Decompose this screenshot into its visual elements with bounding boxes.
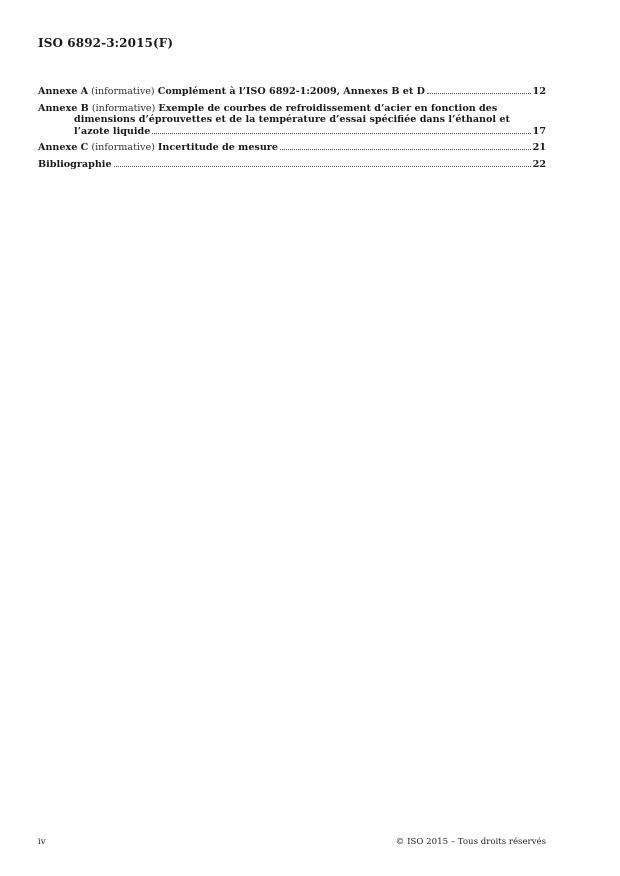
- annex-title-line-2: dimensions d’éprouvettes et de la température d’essai spécifiée dans l’éthanol et: [74, 114, 510, 125]
- bibliography-title: Bibliographie: [38, 158, 112, 170]
- toc-entry-text: [38, 142, 278, 154]
- toc-entry-annex-a[interactable]: [38, 86, 546, 98]
- annex-title-line-1: Exemple de courbes de refroidissement d’acier en fonction des: [158, 102, 498, 114]
- footer-copyright: © ISO 2015 – Tous droits réservés: [395, 837, 546, 847]
- annex-kind: (informative): [91, 142, 155, 153]
- leader-dots: [427, 92, 531, 94]
- table-of-contents: [38, 86, 546, 175]
- annex-label: Annexe B: [38, 102, 89, 114]
- leader-dots: [114, 165, 531, 167]
- toc-entry-text: [38, 103, 546, 115]
- annex-title: Incertitude de mesure: [157, 142, 278, 153]
- leader-dots: [280, 148, 531, 150]
- page-number: 21: [532, 142, 546, 153]
- page-number: 17: [532, 125, 546, 137]
- annex-label: Annexe C: [38, 142, 89, 153]
- annex-label: Annexe A: [38, 86, 89, 97]
- toc-entry-annex-c[interactable]: [38, 142, 546, 154]
- annex-title: Complément à l’ISO 6892-1:2009, Annexes B et D: [157, 86, 426, 97]
- leader-dots: [152, 132, 530, 134]
- footer-page-number: iv: [38, 837, 46, 847]
- page-number: 22: [532, 158, 546, 170]
- annex-kind: (informative): [91, 86, 155, 97]
- toc-entry-text: [38, 86, 425, 98]
- document-id-header: ISO 6892-3:2015(F): [38, 36, 174, 50]
- toc-entry-bibliography[interactable]: [38, 159, 546, 171]
- page-number: 12: [532, 86, 546, 97]
- annex-kind: (informative): [91, 102, 156, 114]
- toc-entry-annex-b[interactable]: [38, 103, 546, 138]
- page-footer: [38, 837, 546, 847]
- annex-title-line-3: l’azote liquide: [74, 125, 151, 137]
